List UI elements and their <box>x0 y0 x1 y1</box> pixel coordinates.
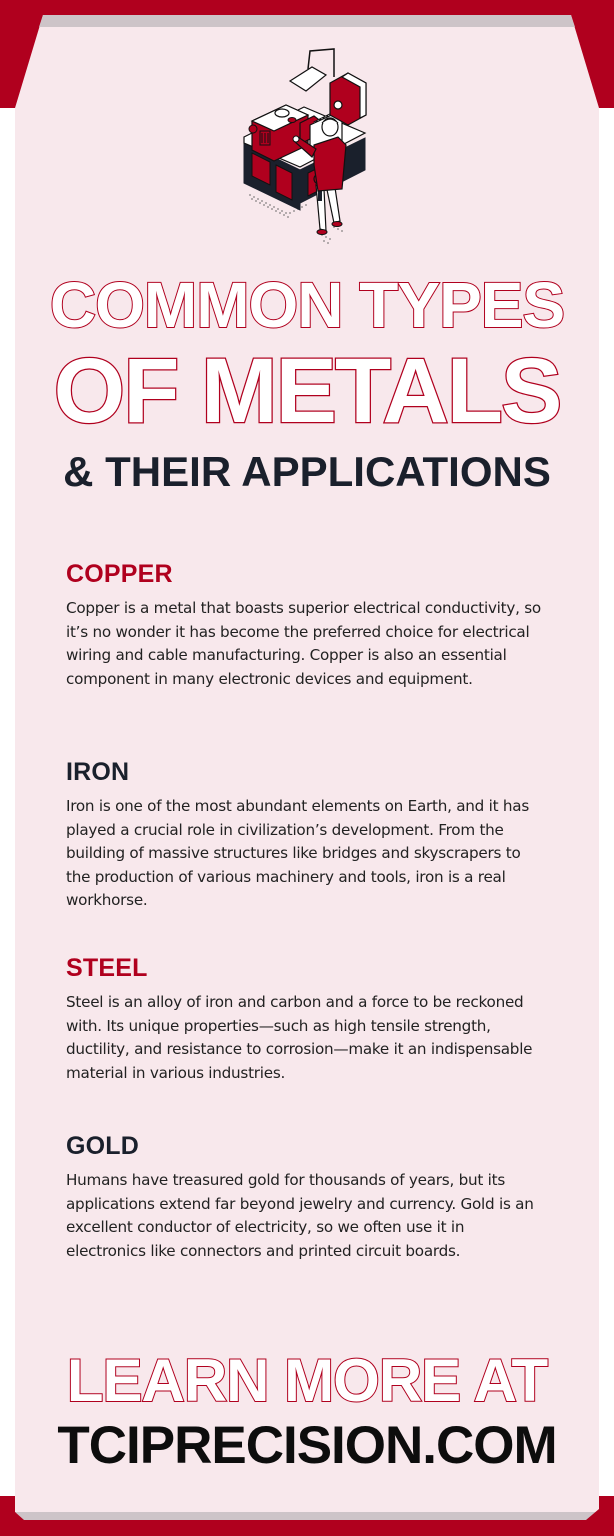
section-body: Copper is a metal that boasts superior electrical conductivity, so it’s no wonder it has become the preferred choice for electrical wiring and cable manufacturing. Copper is also an essential component in many electronic devices and equipment. <box>66 599 541 688</box>
cta-learn-more: LEARN MORE AT <box>66 1347 548 1414</box>
section-heading: GOLD <box>66 1132 140 1160</box>
section-iron <box>66 757 546 913</box>
machinist-at-lathe-illustration <box>230 45 390 250</box>
title-line-3: & THEIR APPLICATIONS <box>63 448 551 495</box>
cta-website: TCIPRECISION.COM <box>57 1416 557 1475</box>
section-body: Iron is one of the most abundant elements on Earth, and it has played a crucial role in civilization’s development. From the building of massive structures like bridges and skyscrapers to the production of various machinery and tools, iron is a real workhorse. <box>66 797 529 910</box>
section-gold <box>66 1131 546 1263</box>
section-heading: IRON <box>66 758 130 786</box>
section-steel <box>66 953 546 1085</box>
section-heading: STEEL <box>66 954 148 982</box>
title-line-2: OF METALS <box>53 340 561 442</box>
section-heading: COPPER <box>66 560 173 588</box>
section-body: Steel is an alloy of iron and carbon and a force to be reckoned with. Its unique properties—such as high tensile strength, ductility, and resistance to corrosion—make it an indispensable material in various industries. <box>66 993 533 1082</box>
section-body: Humans have treasured gold for thousands of years, but its applications extend far beyond jewelry and currency. Gold is an excellent conductor of electricity, so we often use it in electronics like connectors and printed circuit boards. <box>66 1171 534 1260</box>
title-line-1: COMMON TYPES <box>49 269 565 341</box>
section-copper <box>66 559 546 691</box>
